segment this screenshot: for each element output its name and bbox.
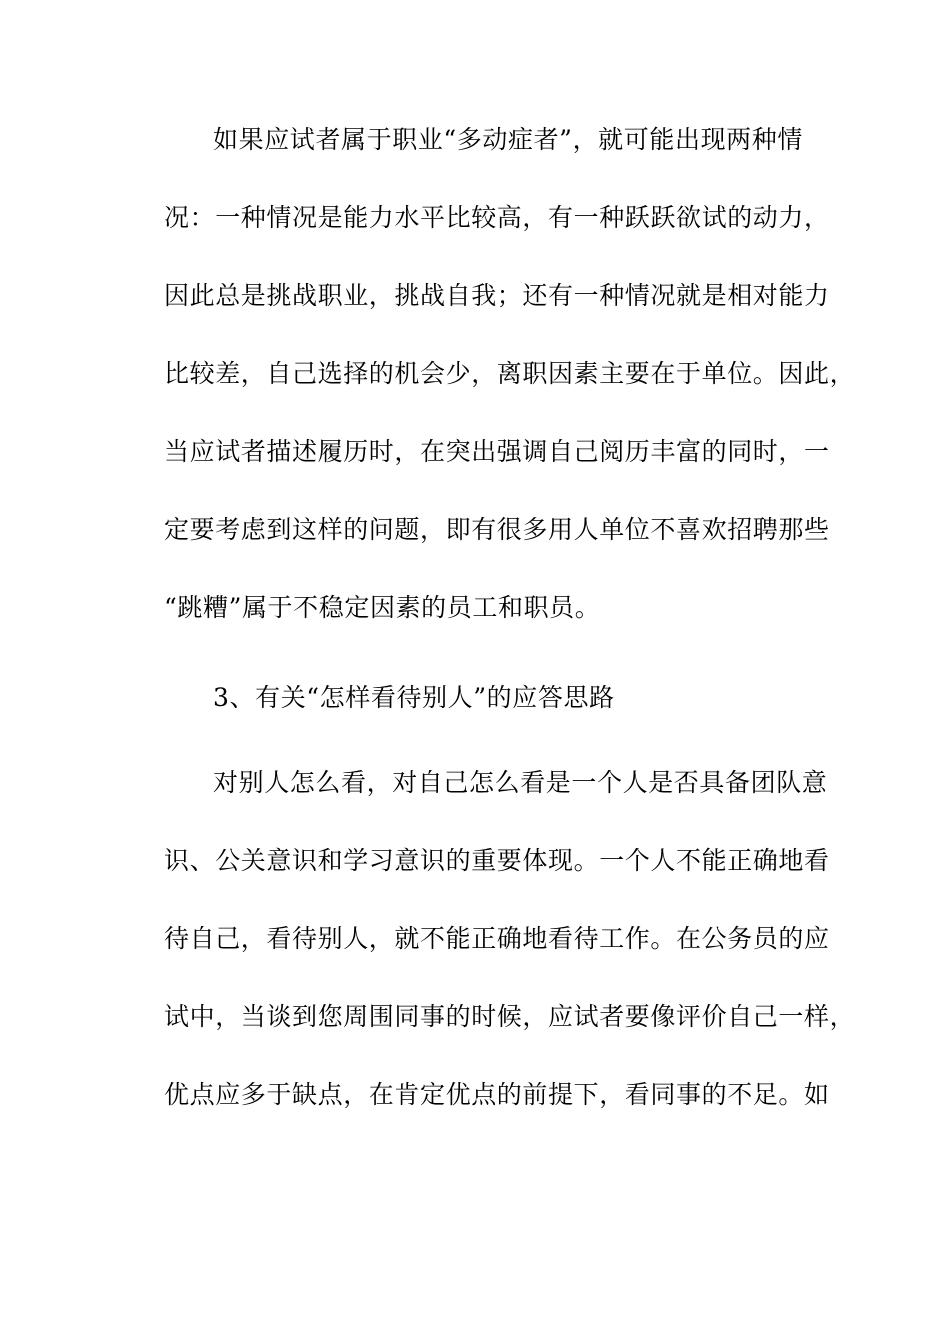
- paragraph-2-line-5: 优点应多于缺点，在肯定优点的前提下，看同事的不足。如: [164, 1080, 830, 1109]
- paragraph-1-line-2: 况：一种情况是能力水平比较高，有一种跃跃欲试的动力，: [164, 203, 830, 232]
- paragraph-1-line-6: 定要考虑到这样的问题，即有很多用人单位不喜欢招聘那些: [164, 515, 830, 544]
- paragraph-2-line-1: 对别人怎么看，对自己怎么看是一个人是否具备团队意: [213, 768, 828, 797]
- section-heading: 3、有关“怎样看待别人”的应答思路: [213, 683, 615, 712]
- paragraph-2-line-2: 识、公关意识和学习意识的重要体现。一个人不能正确地看: [164, 846, 830, 875]
- paragraph-1-line-1: 如果应试者属于职业“多动症者”，就可能出现两种情: [213, 125, 803, 154]
- paragraph-1-line-4: 比较差，自己选择的机会少，离职因素主要在于单位。因此，: [164, 359, 856, 388]
- paragraph-1-line-3: 因此总是挑战职业，挑战自我；还有一种情况就是相对能力: [164, 281, 830, 310]
- paragraph-1-line-5: 当应试者描述履历时，在突出强调自己阅历丰富的同时，一: [164, 437, 830, 466]
- paragraph-2-line-4: 试中，当谈到您周围同事的时候，应试者要像评价自己一样，: [164, 1002, 856, 1031]
- paragraph-1-line-7: “跳糟”属于不稳定因素的员工和职员。: [164, 593, 601, 622]
- paragraph-2-line-3: 待自己，看待别人，就不能正确地看待工作。在公务员的应: [164, 924, 830, 953]
